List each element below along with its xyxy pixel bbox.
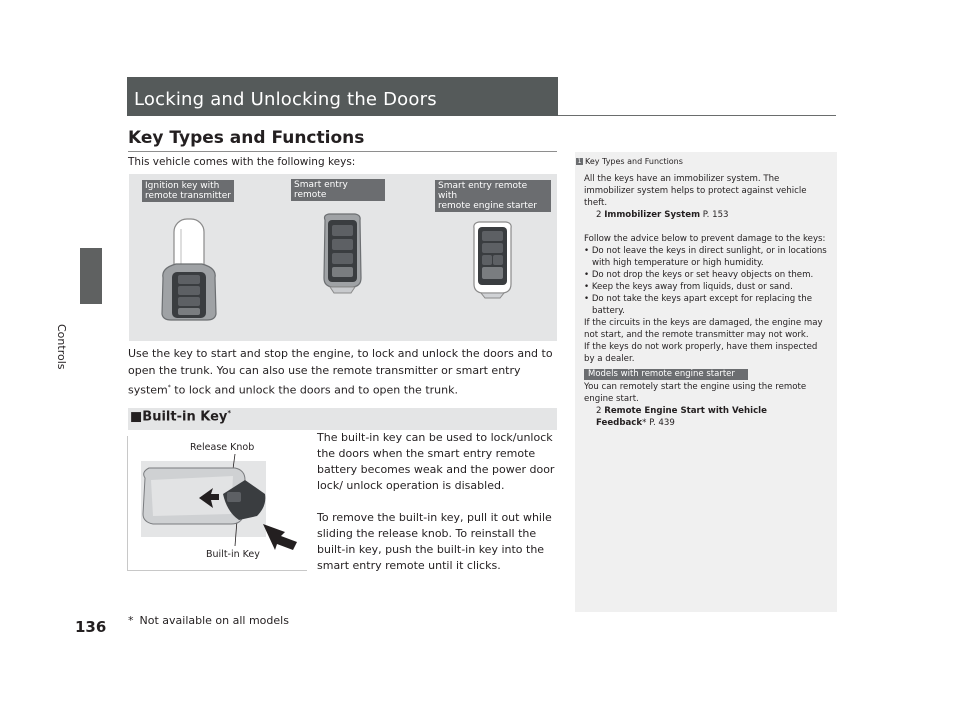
reference-title: Remote Engine Start with Vehicle <box>604 406 767 416</box>
ignition-key-label-line2: remote transmitter <box>145 191 231 201</box>
builtin-key-title: Built-in Key <box>142 409 228 425</box>
builtin-key-heading <box>130 409 231 424</box>
keys-illustration <box>129 174 557 341</box>
reference-page: P. 439 <box>646 418 675 428</box>
note-paragraph: All the keys have an immobilizer system. The immobilizer system helps to protect against vehicle theft. <box>584 174 807 208</box>
smart-entry-remote-icon <box>324 214 361 293</box>
sidebar-note-body <box>584 173 829 429</box>
note-bullet-text: Keep the keys away from liquids, dust or sand. <box>591 282 793 292</box>
page-number: 136 <box>75 618 107 636</box>
note-icon: 1 <box>577 158 582 165</box>
sidebar-note-title-text: Key Types and Functions <box>585 157 683 166</box>
smart-entry-label: Smart entry remote <box>294 180 348 200</box>
note-bullet: • Keep the keys away from liquids, dust or sand. <box>584 282 793 292</box>
banner-rule <box>558 115 836 116</box>
heading-square-icon: ■ <box>130 409 143 425</box>
reference-page: P. 153 <box>700 210 729 220</box>
note-bullet: • Do not take the keys apart except for replacing the battery. <box>584 294 813 316</box>
ignition-key-icon <box>162 219 216 320</box>
note-paragraph: If the keys do not work properly, have them inspected by a dealer. <box>584 342 818 364</box>
key-types-intro: This vehicle comes with the following keys: <box>128 156 356 168</box>
smart-entry-starter-label-line1: Smart entry remote with <box>438 181 528 201</box>
note-paragraph: Follow the advice below to prevent damage to the keys: <box>584 234 826 244</box>
note-paragraph: If the circuits in the keys are damaged, the engine may not start, and the remote transmitter may not work. <box>584 318 823 340</box>
builtin-key-paragraph-2: To remove the built-in key, pull it out while sliding the release knob. To reinstall the built-in key, push the built-in key into the smart entry remote until it clicks. <box>317 511 552 572</box>
reference-title: Feedback <box>596 418 643 428</box>
section-tab <box>80 248 102 304</box>
ignition-key-label-line1: Ignition key with <box>145 181 220 191</box>
note-bullet-text: Do not leave the keys in direct sunlight, or in locations with high temperature or high humidity. <box>591 246 827 268</box>
footnote-text: Not available on all models <box>139 614 289 627</box>
key-usage-text-a: Use the key to start and stop the engine, to lock and unlock the doors and to open the trunk. You can also use the remote transmitter or smart entry system <box>128 347 553 397</box>
builtin-key-description <box>317 430 561 574</box>
reference-arrow-icon: 2 <box>596 210 602 220</box>
footnote-marker: * <box>642 418 647 428</box>
immobilizer-reference[interactable] <box>584 209 829 221</box>
release-knob-label: Release Knob <box>190 442 255 453</box>
key-usage-text-b: to lock and unlock the doors and to open the trunk. <box>170 383 458 397</box>
footnote-marker: * <box>167 384 171 391</box>
smart-entry-starter-remote-icon <box>474 222 511 298</box>
heading-rule <box>128 151 557 152</box>
note-bullet: • Do not leave the keys in direct sunlight, or in locations with high temperature or high humidity. <box>584 246 827 268</box>
reference-title: Immobilizer System <box>604 210 701 220</box>
note-paragraph: You can remotely start the engine using the remote engine start. <box>584 382 807 404</box>
key-types-heading: Key Types and Functions <box>128 128 365 148</box>
footnote-marker: * <box>128 614 134 627</box>
page-title: Locking and Unlocking the Doors <box>134 89 437 110</box>
section-label: Controls <box>55 324 68 370</box>
note-bullet-text: Do not drop the keys or set heavy objects on them. <box>591 270 814 280</box>
key-usage-paragraph <box>128 345 558 399</box>
page-title-banner <box>127 77 558 116</box>
footnote-marker: * <box>227 409 232 417</box>
remote-engine-start-reference[interactable] <box>584 405 829 429</box>
builtin-key-label: Built-in Key <box>206 549 260 560</box>
sidebar-note-title <box>576 157 683 166</box>
note-bullet: • Do not drop the keys or set heavy objects on them. <box>584 270 814 280</box>
reference-arrow-icon: 2 <box>596 406 602 416</box>
builtin-key-illustration <box>127 436 307 571</box>
footnote <box>128 614 289 627</box>
models-tag: Models with remote engine starter <box>584 369 748 380</box>
builtin-key-paragraph-1: The built-in key can be used to lock/unlock the doors when the smart entry remote battery becomes weak and the power door lock/ unlock operation is disabled. <box>317 431 555 492</box>
smart-entry-starter-label-line2: remote engine starter <box>438 201 537 211</box>
note-bullet-text: Do not take the keys apart except for replacing the battery. <box>591 294 813 316</box>
